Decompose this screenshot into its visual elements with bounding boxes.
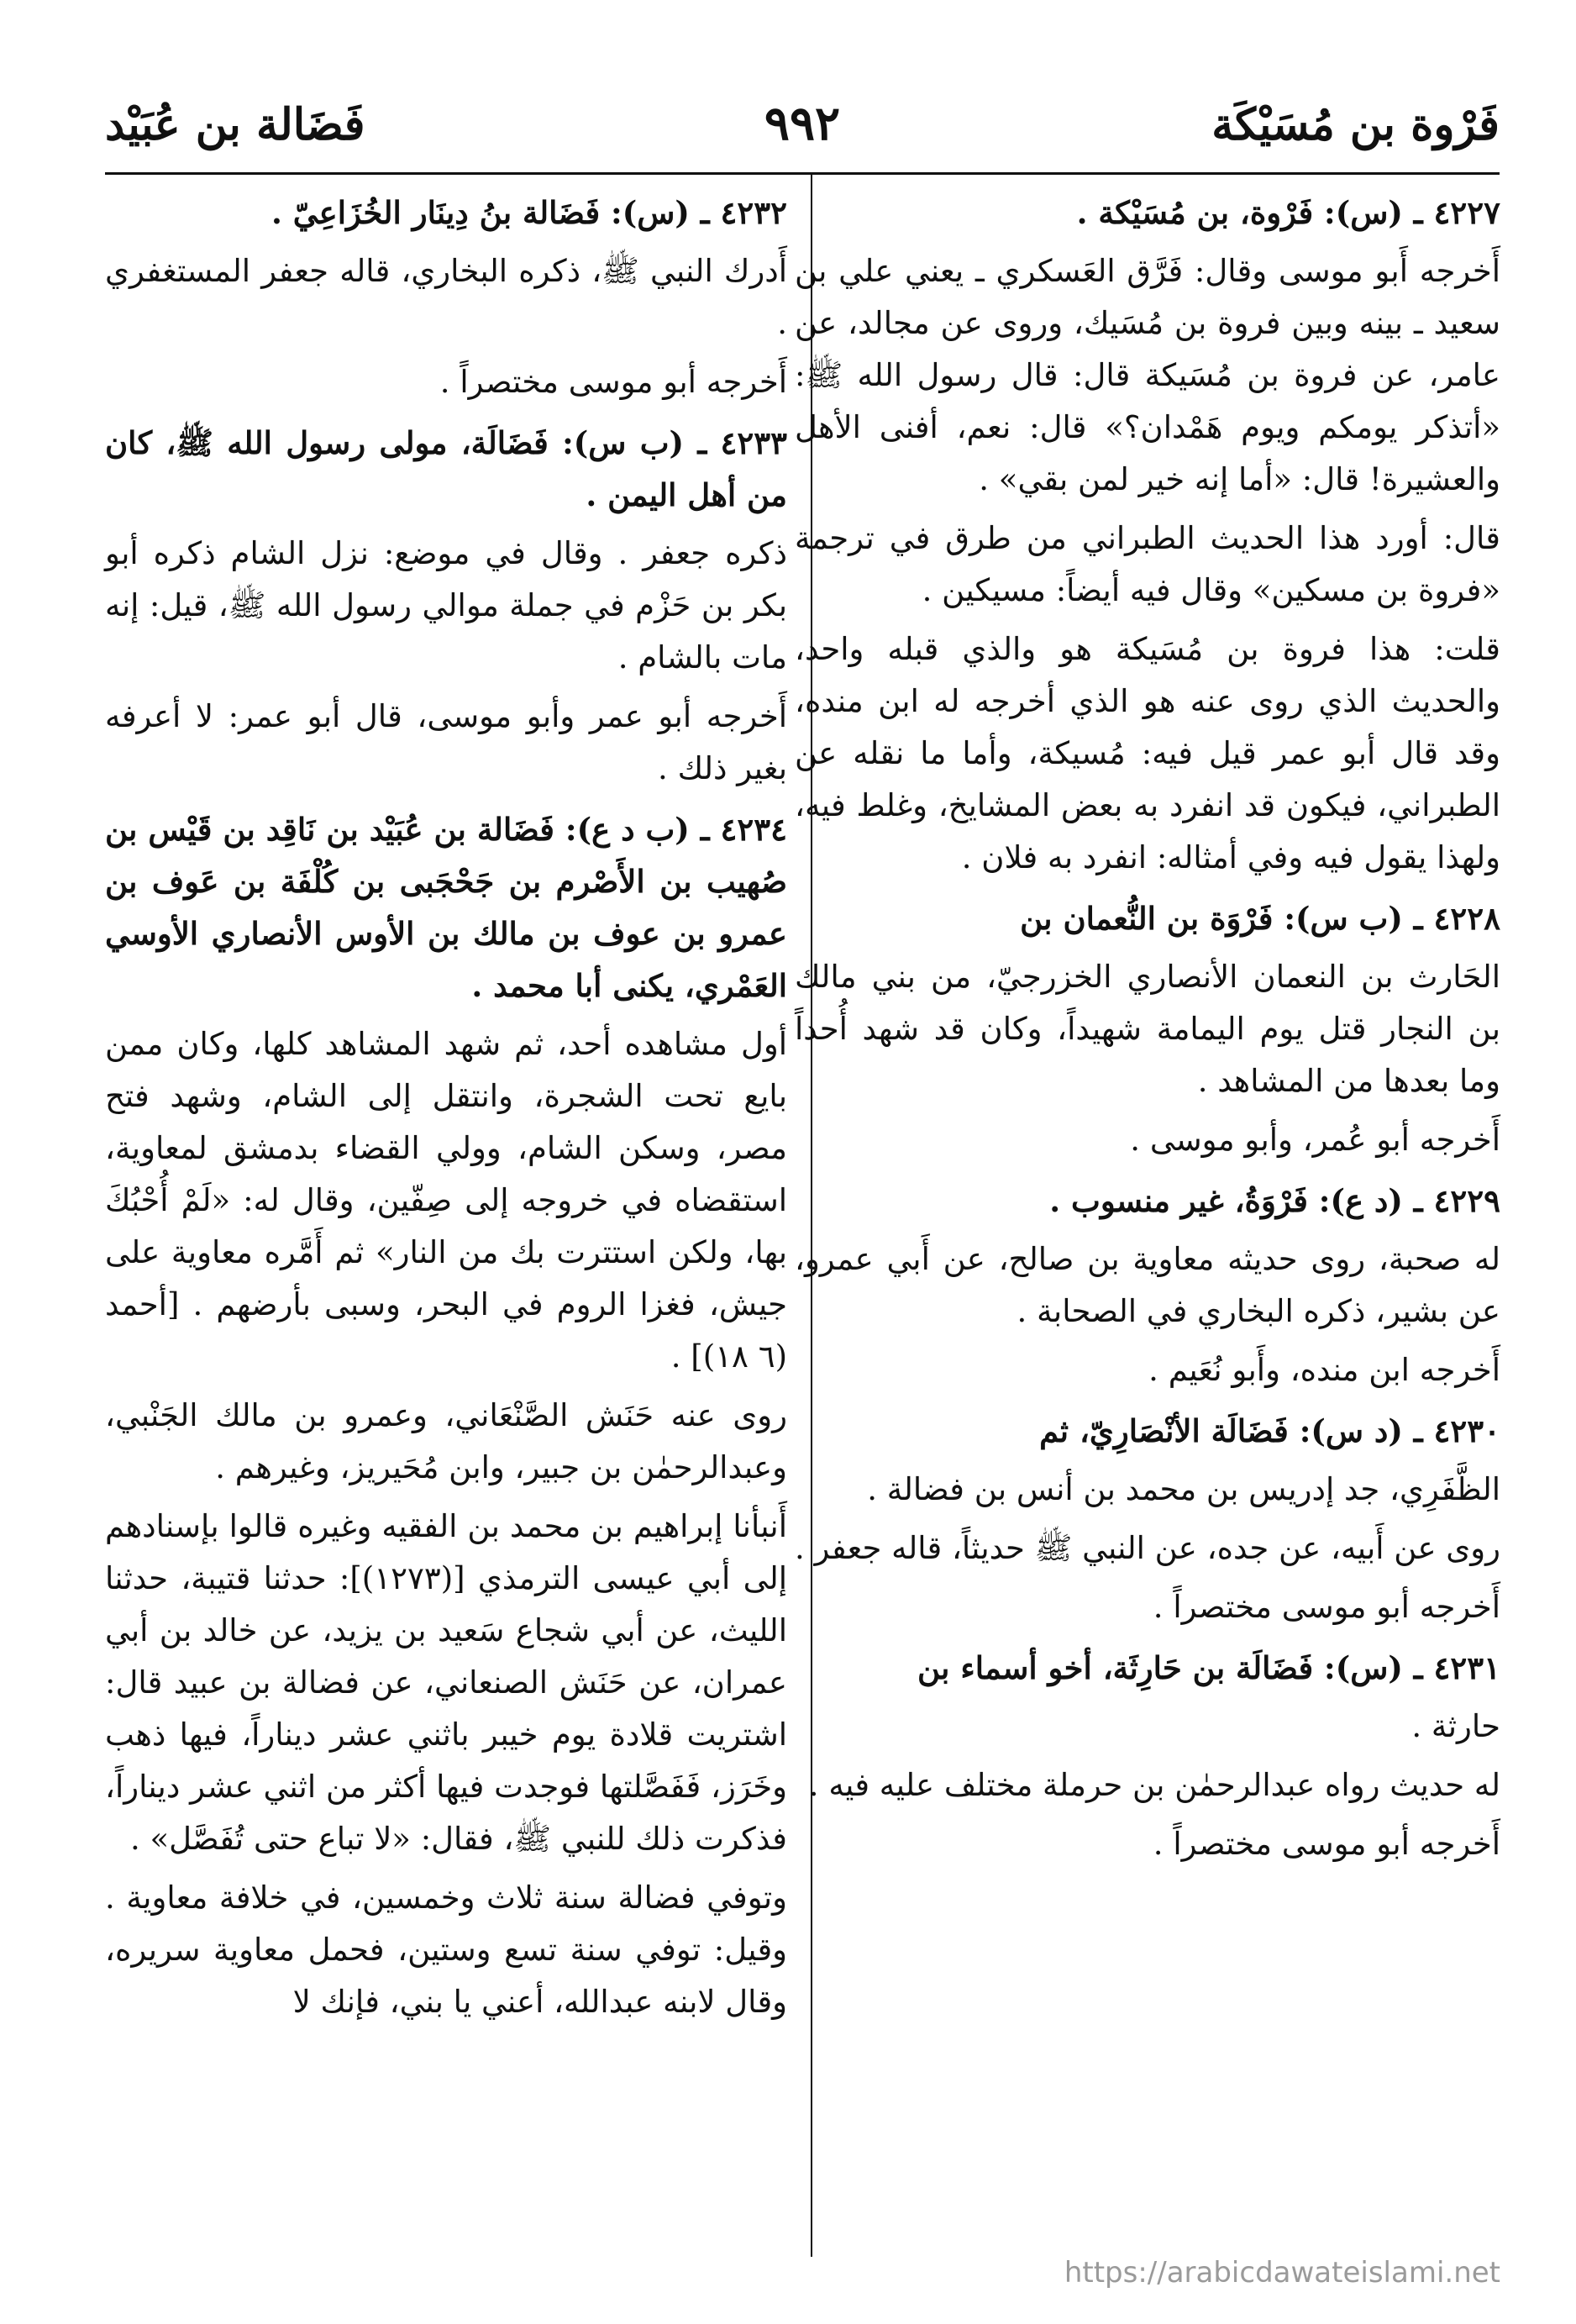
entry-heading: ٤٢٣٤ ـ (ب د ع): فَضَالة بن عُبَيْد بن نَاقِد بن قَيْس بن صُهيب بن الأَصْرم بن جَحْجَبى بن كُلْفَة بن عَوف بن عمرو بن عوف بن مالك بن الأوس الأنصاري الأوسي العَمْري، يكنى أبا محمد . [105,811,787,1004]
entry-heading: ٤٢٣٣ ـ (ب س): فَضَالَة، مولى رسول الله ﷺ، كان من أهل اليمن . [105,424,787,513]
header-left-title: فَضَالة بن عُبَيْد [105,99,365,150]
entry-paragraph: أَخرجه أبو موسى مختصراً . [439,364,787,400]
entry-4230 [795,1405,1500,1633]
entry-paragraph: أَخرجه أبو موسى مختصراً . [1153,1826,1500,1862]
entry-paragraph: روى عن أَبيه، عن جده، عن النبي ﷺ حديثاً، قاله جعفر . [794,1530,1500,1566]
entry-4231 [795,1642,1500,1870]
entry-paragraph: أَدرك النبي ﷺ، ذكره البخاري، قاله جعفر المستغفري . [105,253,787,341]
header-right-title: فَرْوة بن مُسَيْكَة [1211,99,1500,150]
entry-heading: ٤٢٢٨ ـ (ب س): فَرْوَة بن النُّعمان بن [1020,900,1500,937]
entry-paragraph: قلت: هذا فروة بن مُسَيكة هو والذي قبله واحد، والحديث الذي روى عنه هو الذي أخرجه له ابن منده، وقد قال أبو عمر قيل فيه: مُسيكة، وأما ما نقله عن الطبراني، فيكون قد انفرد به بعض المشايخ، وغلط فيه، ولهذا يقول فيه وفي أمثاله: انفرد به فلان . [795,631,1500,875]
entry-heading: ٤٢٢٩ ـ (د ع): فَرْوَةُ، غير منسوب . [1049,1182,1500,1219]
right-column [795,187,1500,1879]
entry-heading: ٤٢٣٢ ـ (س): فَضَالة بنُ دِينَار الخُزَاعِيّ . [271,194,787,231]
page-number: ٩٩٢ [764,96,841,151]
entry-paragraph: أَخرجه ابن منده، وأَبو نُعَيم . [1148,1352,1500,1388]
header-rule [105,172,1500,175]
entry-4228 [795,892,1500,1166]
entry-paragraph: أَنبأنا إبراهيم بن محمد بن الفقيه وغيره قالوا بإسنادهم إلى أبي عيسى الترمذي [(١٢٧٣)]: حدثنا قتيبة، حدثنا الليث، عن أبي شجاع سَعيد بن يزيد، عن خالد بن أبي عمران، عن حَنَش الصنعاني، عن فضالة بن عبيد قال: اشتريت قلادة يوم خيبر باثني عشر ديناراً، فيها ذهب وخَرَز، فَفَصَّلتها فوجدت فيها أكثر من اثني عشر ديناراً، فذكرت ذلك للنبي ﷺ، فقال: «لا تباع حتى تُفَصَّل» . [105,1508,787,1857]
entry-heading: ٤٢٣١ ـ (س): فَضَالَة بن حَارِثَة، أخو أسماء بن [917,1649,1500,1686]
entry-paragraph: أول مشاهده أحد، ثم شهد المشاهد كلها، وكان ممن بايع تحت الشجرة، وانتقل إلى الشام، وشهد فتح مصر، وسكن الشام، وولي القضاء بدمشق لمعاوية، استقضاه في خروجه إلى صِفّين، وقال له: «لَمْ أُحْبُكَ بها، ولكن استترت بك من النار» ثم أَمَّره معاوية على جيش، فغزا الروم في البحر، وسبى بأرضهم . [أحمد (٦ ١٨)] . [105,1026,787,1375]
entry-paragraph: له صحبة، روى حديثه معاوية بن صالح، عن أَبي عمرو، عن بشير، ذكره البخاري في الصحابة . [795,1241,1500,1329]
entry-paragraph: أَخرجه أبو عُمر، وأبو موسى . [1130,1122,1500,1158]
entry-paragraph: له حديث رواه عبدالرحمٰن بن حرملة مختلف عليه فيه . [808,1767,1500,1803]
entry-paragraph: أَخرجه أبو موسى مختصراً . [1153,1589,1500,1625]
entry-paragraph: قال: أورد هذا الحديث الطبراني من طرق في ترجمة «فروة بن مسكين» وقال فيه أيضاً: مسيكين . [795,520,1500,608]
entry-4233 [105,417,787,795]
entry-paragraph: الحَارث بن النعمان الأنصاري الخزرجيّ، من بني مالك بن النجار قتل يوم اليمامة شهيداً، وكان قد شهد أُحداً وما بعدها من المشاهد . [795,959,1500,1099]
entry-paragraph: حارثة . [1411,1708,1500,1744]
entry-heading: ٤٢٣٠ ـ (د س): فَضَالَة الأنْصَارِيّ، ثم [1039,1412,1500,1449]
entry-4227 [795,187,1500,884]
running-header [105,91,1500,166]
entry-4232 [105,187,787,408]
entry-paragraph: ذكره جعفر . وقال في موضع: نزل الشام ذكره أبو بكر بن حَزْم في جملة موالي رسول الله ﷺ، قيل: إنه مات بالشام . [105,535,787,676]
left-column [105,187,787,2037]
entry-4234 [105,803,787,2028]
entry-paragraph: روى عنه حَنَش الصَّنْعَاني، وعمرو بن مالك الجَنْبي، وعبدالرحمٰن بن جبير، وابن مُحَيريز، وغيرهم . [105,1397,787,1485]
entry-paragraph: وتوفي فضالة سنة ثلاث وخمسين، في خلافة معاوية . وقيل: توفي سنة تسع وستين، فحمل معاوية سريره، وقال لابنه عبدالله، أعني يا بني، فإنك لا [105,1880,787,2020]
source-watermark-url: https://arabicdawateislami.net [1064,2256,1500,2290]
entry-paragraph: أَخرجه أبو عمر وأبو موسى، قال أبو عمر: لا أعرفه بغير ذلك . [105,698,787,786]
entry-paragraph: الظَّفَرِي، جد إدريس بن محمد بن أنس بن فضالة . [867,1471,1500,1507]
entry-heading: ٤٢٢٧ ـ (س): فَرْوة، بن مُسَيْكة . [1076,194,1500,231]
entry-paragraph: أَخرجه أَبو موسى وقال: فَرَّق العَسكري ـ يعني علي بن سعيد ـ بينه وبين فروة بن مُسَيك، وروى عن مجالد، عن عامر، عن فروة بن مُسَيكة قال: قال رسول الله ﷺ: «أتذكر يومكم ويوم هَمْدان؟» قال: نعم، أفنى الأهل والعشيرة! قال: «أما إنه خير لمن بقي» . [795,253,1500,497]
entry-4229 [795,1175,1500,1396]
